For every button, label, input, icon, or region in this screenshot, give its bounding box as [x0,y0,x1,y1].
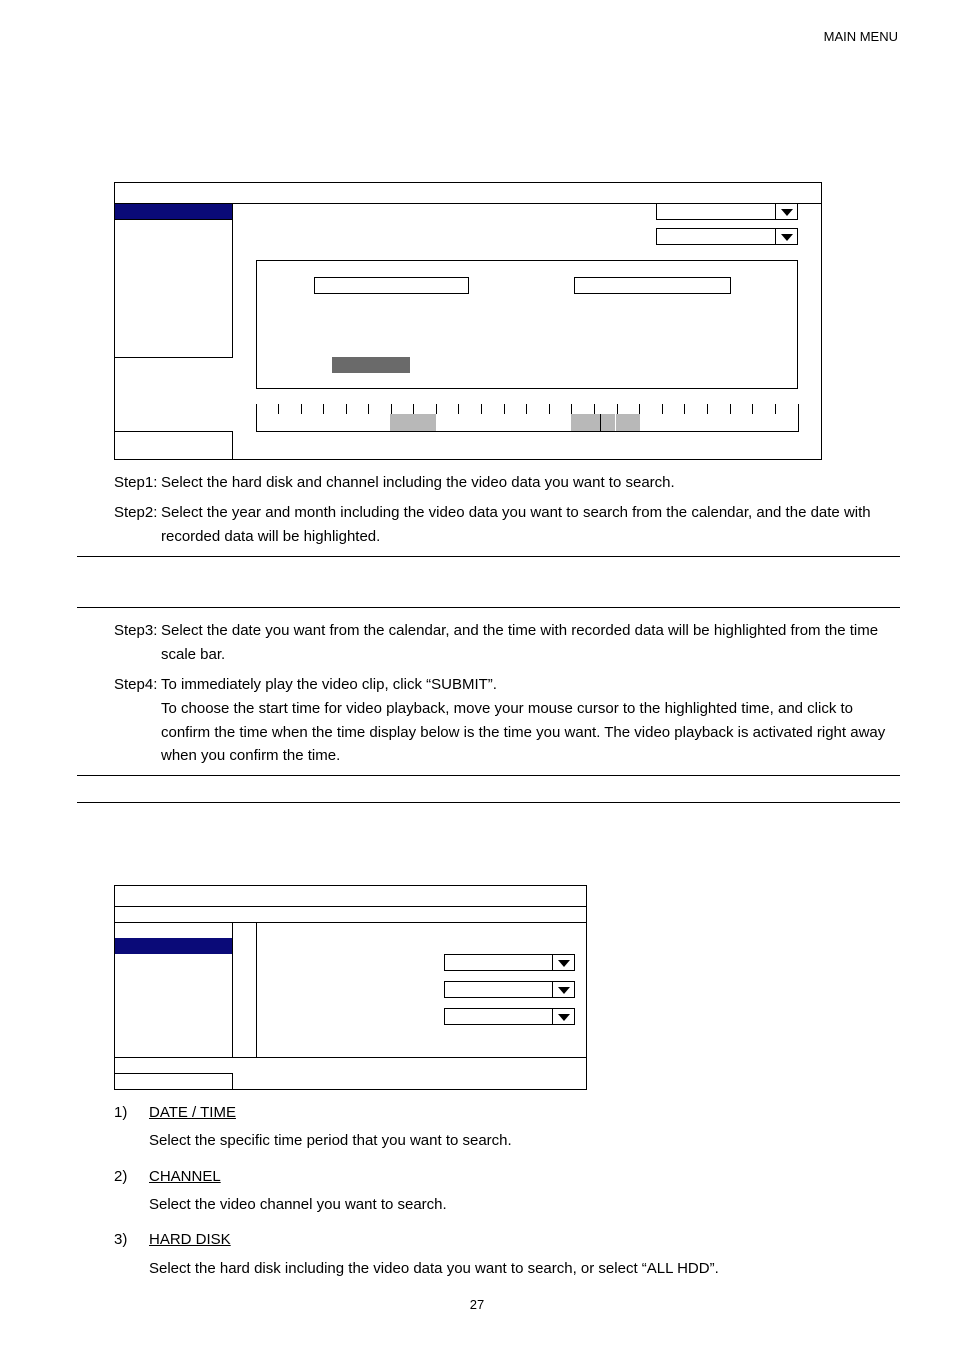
bottom-left-cell-top [114,1073,233,1074]
hard-disk-dropdown[interactable] [656,203,798,220]
step-label: Step2: [114,504,158,521]
dropdown-button[interactable] [552,1009,574,1024]
highlight-divider [615,414,616,431]
time-tick [594,404,595,414]
chevron-down-icon [558,1014,570,1021]
left-panel-divider [232,203,233,358]
page-number: 27 [469,1297,485,1312]
recorded-time-highlight[interactable] [571,414,640,431]
item-title-date-time: DATE / TIME [149,1104,236,1121]
item-number: 3) [114,1231,128,1248]
time-tick [662,404,663,414]
step-label: Step4: [114,676,158,693]
time-tick [549,404,550,414]
bottom-left-cell-top [114,431,233,432]
dropdown-button[interactable] [775,204,797,219]
time-tick [617,404,618,414]
step-text: Select the hard disk and channel including the video data you want to search. [161,474,675,491]
chevron-down-icon [781,234,793,241]
channel-dropdown[interactable] [444,981,575,998]
note-rule [77,607,900,608]
step-text: Select the date you want from the calendar, and the time with recorded data will be highlighted from the time scale bar. [161,622,879,663]
recorded-time-highlight[interactable] [390,414,436,431]
time-tick [323,404,324,414]
step-text: Select the year and month including the video data you want to search from the calendar, and the date with recorded data will be highlighted. [161,504,871,545]
menu-item-selected[interactable] [115,204,232,219]
bottom-left-cell-right [232,431,233,460]
running-header: MAIN MENU [823,29,898,44]
time-tick [752,404,753,414]
note-rule [77,802,900,803]
item-description: Select the hard disk including the video data you want to search, or select “ALL HDD”. [149,1260,719,1277]
item-number: 2) [114,1168,128,1185]
bottom-left-cell-right [232,1073,233,1090]
year-month-field[interactable] [314,277,469,294]
time-tick [639,404,640,414]
panel-bottom-divider [114,1057,587,1058]
note-rule [77,556,900,557]
time-tick [413,404,414,414]
time-tick [571,404,572,414]
time-cursor [600,414,601,431]
dropdown-button[interactable] [775,229,797,244]
time-tick [391,404,392,414]
menu-item-separator [115,219,232,220]
channel-dropdown[interactable] [656,228,798,245]
time-tick [278,404,279,414]
time-tick [684,404,685,414]
step-label: Step1: [114,474,158,491]
step-text: To immediately play the video clip, click “SUBMIT”. [161,676,497,693]
left-panel-divider [232,922,233,1057]
time-tick [707,404,708,414]
chevron-down-icon [781,209,793,216]
time-scale-bar[interactable] [256,404,799,432]
time-tick [481,404,482,414]
time-tick [368,404,369,414]
right-panel-left-border [256,922,257,1057]
time-tick [301,404,302,414]
hard-disk-dropdown[interactable] [444,1008,575,1025]
step-text-continued: To choose the start time for video playback, move your mouse cursor to the highlighted time, and click to confirm the time when the time display below is the time you want. The video playback is activated right away when you confirm the time. [161,700,886,764]
dropdown-button[interactable] [552,982,574,997]
item-title-channel: CHANNEL [149,1168,221,1185]
time-tick [775,404,776,414]
date-time-dropdown[interactable] [444,954,575,971]
subtitle-divider [114,922,587,923]
dropdown-button[interactable] [552,955,574,970]
time-tick [730,404,731,414]
time-tick [436,404,437,414]
note-rule [77,775,900,776]
item-title-hard-disk: HARD DISK [149,1231,231,1248]
left-panel-bottom [114,357,233,358]
chevron-down-icon [558,960,570,967]
item-description: Select the specific time period that you want to search. [149,1132,512,1149]
highlighted-date[interactable] [332,357,410,373]
title-bar-divider [114,906,587,907]
item-number: 1) [114,1104,128,1121]
step-label: Step3: [114,622,158,639]
time-tick [526,404,527,414]
item-description: Select the video channel you want to search. [149,1196,447,1213]
time-tick [504,404,505,414]
chevron-down-icon [558,987,570,994]
menu-item-selected[interactable] [115,938,232,954]
date-field[interactable] [574,277,731,294]
time-tick [346,404,347,414]
time-tick [458,404,459,414]
